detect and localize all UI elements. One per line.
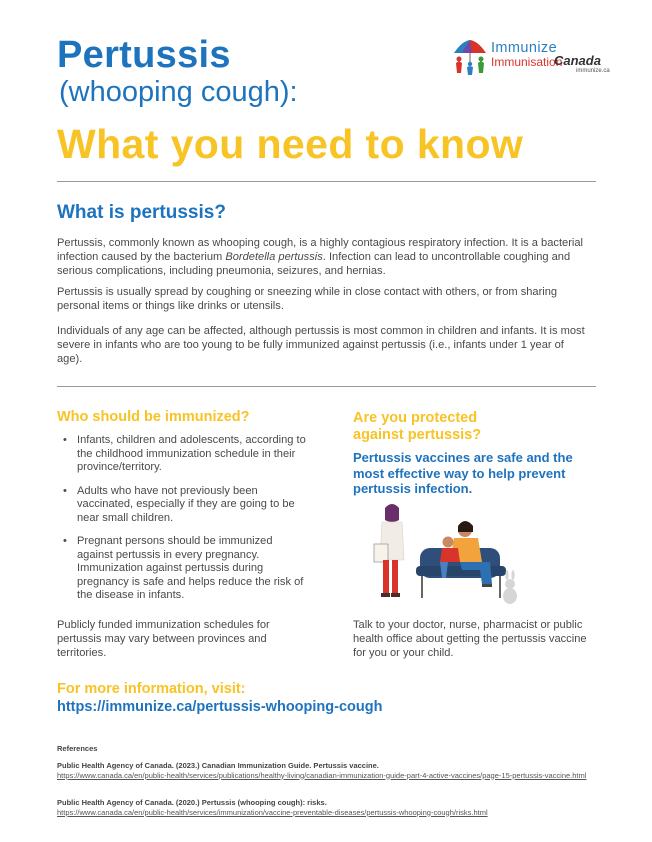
logo-text-canada: Canada <box>554 53 601 68</box>
protected-heading-line-2: against pertussis? <box>353 426 482 443</box>
page-title: Pertussis <box>57 34 231 76</box>
reference-citation: Public Health Agency of Canada. (2023.) Canadian Immunization Guide. Pertussis vaccine. <box>57 761 379 770</box>
clinic-illustration <box>370 500 530 610</box>
page-tagline: What you need to know <box>57 121 524 167</box>
references-heading: References <box>57 744 98 753</box>
what-paragraph-1: Pertussis, commonly known as whooping cough, is a highly contagious respiratory infection. It is a bacterial infection caused by the bacterium Bordetella pertussis. Infection can lead to uncontrollable coughing and serious complications, including pneumonia, seizures, and hernias. <box>57 237 583 277</box>
section-heading-who: Who should be immunized? <box>57 409 250 425</box>
protected-lead-text: Pertussis vaccines are safe and the most effective way to help prevent pertussis infection. <box>353 450 573 496</box>
immunize-canada-logo <box>450 37 610 77</box>
logo-text-immunize: Immunize <box>491 40 558 56</box>
protected-heading-line-1: Are you protected <box>353 410 478 426</box>
list-item: • Pregnant persons should be immunized against pertussis in every pregnancy. Immunization against pertussis during pregnancy is safe and helps reduce the risk of the disease in infants. <box>63 535 308 603</box>
who-list <box>63 434 308 613</box>
umbrella-family-icon <box>450 37 490 77</box>
logo-text-immunisation: Immunisation <box>491 55 563 69</box>
more-info-link[interactable]: https://immunize.ca/pertussis-whooping-cough <box>57 699 383 715</box>
divider-middle <box>57 386 596 387</box>
list-item: • Infants, children and adolescents, according to the childhood immunization schedule in their province/territory. <box>63 434 308 475</box>
protected-footer-text: Talk to your doctor, nurse, pharmacist or public health office about getting the pertussis vaccine for you or your child. <box>353 619 587 659</box>
logo-text-url: immunize.ca <box>576 68 610 74</box>
reference-link[interactable]: https://www.canada.ca/en/public-health/services/immunization/vaccine-preventable-diseases/pertussis-whooping-cough/risks.html <box>57 807 488 817</box>
what-paragraph-2: Pertussis is usually spread by coughing or sneezing while in close contact with others, or from sharing personal items or things like drinks or utensils. <box>57 286 558 312</box>
reference-citation: Public Health Agency of Canada. (2020.) Pertussis (whooping cough): risks. <box>57 798 327 807</box>
more-info-label: For more information, visit: <box>57 681 246 697</box>
reference-link[interactable]: https://www.canada.ca/en/public-health/services/publications/healthy-living/canadian-immunization-guide-part-4-active-vaccines/page-15-pertussis-vaccine.html <box>57 770 587 780</box>
page-subtitle: (whooping cough): <box>59 76 298 108</box>
what-paragraph-3: Individuals of any age can be affected, although pertussis is most common in children and infants. It is most severe in infants who are too young to be fully immunized against pertussis (i.e., infants under 1 year of age). <box>57 325 585 365</box>
divider-top <box>57 181 596 182</box>
who-footer-text: Publicly funded immunization schedules for pertussis may vary between provinces and territories. <box>57 619 270 659</box>
list-item: • Adults who have not previously been vaccinated, especially if they are going to be near small children. <box>63 485 308 526</box>
section-heading-protected <box>353 410 553 443</box>
reference-item <box>57 798 597 817</box>
reference-item <box>57 761 597 780</box>
section-heading-what: What is pertussis? <box>57 202 226 223</box>
